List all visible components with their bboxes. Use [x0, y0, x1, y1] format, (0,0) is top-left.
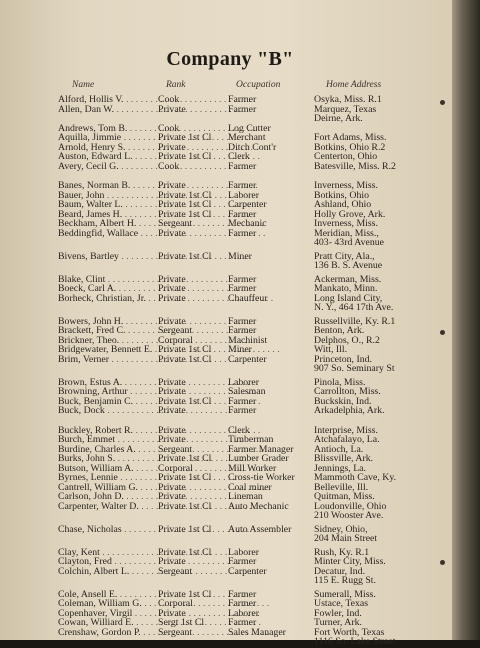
soldier-rank: Private 1st Cl: [158, 250, 212, 262]
soldier-occupation: Merchant: [228, 132, 266, 143]
soldier-name: Avery, Cecil G. . . .: [58, 161, 158, 172]
soldier-occupation: Log Cutter: [228, 122, 271, 134]
soldier-rank: Private 1st Cl: [158, 353, 212, 365]
soldier-occupation: Carpenter: [228, 565, 267, 577]
roster-row: [0, 161, 460, 173]
soldier-address: Interprise, Miss.: [314, 424, 378, 436]
soldier-name: Carpenter, Walter D. . . .: [58, 501, 158, 512]
soldier-name: Coleman, William G. . . .: [58, 598, 158, 609]
soldier-rank: Private: [158, 386, 186, 397]
soldier-rank: Private: [158, 283, 186, 294]
soldier-rank: Private: [158, 556, 186, 567]
soldier-name: Clay, Kent . . .: [58, 547, 158, 558]
soldier-rank: Private: [158, 607, 186, 619]
soldier-occupation: Ditch Cont'r: [228, 141, 277, 153]
soldier-occupation: Laborer: [228, 189, 260, 201]
soldier-occupation: Mill Worker: [228, 462, 277, 474]
soldier-occupation: Carpenter: [228, 199, 267, 210]
soldier-address: 907 So. Seminary St: [314, 363, 395, 374]
soldier-rank: Cook: [158, 122, 180, 134]
soldier-address: Loudonville, Ohio: [314, 500, 387, 512]
roster-row: [0, 363, 460, 375]
soldier-address: Ashland, Ohio: [314, 199, 372, 210]
soldier-address: Blissville, Ark.: [314, 453, 374, 464]
soldier-name: Chase, Nicholas . . .: [58, 524, 158, 535]
soldier-address: Long Island City,: [314, 292, 383, 304]
soldier-address: Antioch, La.: [314, 443, 364, 455]
soldier-name: Beard, James H. . . .: [58, 209, 158, 220]
soldier-address: Belleville, Ill.: [314, 481, 369, 493]
soldier-address: Rush, Ky. R.1: [314, 546, 370, 558]
soldier-name: Butson, William A. . . .: [58, 463, 158, 474]
header-name: Name: [72, 80, 95, 90]
soldier-name: Beddingfid, Wallace . . .: [58, 228, 158, 239]
soldier-occupation: Carpenter: [228, 353, 267, 365]
soldier-rank: Private 1st Cl: [158, 472, 212, 483]
soldier-rank: Private 1st Cl: [158, 199, 212, 210]
soldier-name: Carlson, John D. . . .: [58, 491, 158, 502]
soldier-address: Botkins, Ohio: [314, 189, 369, 201]
soldier-name: Cowan, Williard E. . . .: [58, 617, 158, 628]
soldier-occupation: Farmer: [228, 617, 257, 628]
soldier-rank: Sergt 1st Cl: [158, 617, 205, 628]
soldier-name: Beckham, Albert H. . . .: [58, 218, 158, 229]
soldier-name: Clayton, Fred . . .: [58, 556, 158, 567]
header-occupation: Occupation: [236, 80, 281, 90]
soldier-address: 115 E. Rugg St.: [314, 575, 376, 586]
soldier-rank: Private: [158, 376, 186, 388]
soldier-address: N. Y., 464 17th Ave.: [314, 302, 394, 313]
soldier-occupation: Cross-tie Worker: [228, 472, 295, 483]
roster-row: [0, 260, 460, 272]
soldier-occupation: Farmer: [228, 405, 257, 416]
soldier-occupation: Lumber Grader: [228, 453, 289, 464]
soldier-rank: Private 1st Cl: [158, 588, 212, 600]
roster-row: [0, 237, 460, 249]
soldier-occupation: Laborer: [228, 607, 260, 619]
soldier-address: Inverness, Miss.: [314, 218, 378, 229]
soldier-rank: Sergeant: [158, 218, 193, 229]
soldier-occupation: Farmer: [228, 103, 257, 115]
soldier-address: Batesville, Miss. R.2: [314, 160, 396, 172]
soldier-name: Blake, Clint . . .: [58, 274, 158, 285]
soldier-occupation: Miner: [228, 250, 252, 262]
soldier-rank: Sergeant: [158, 626, 193, 638]
soldier-occupation: Mechanic: [228, 218, 267, 229]
soldier-address: Meridian, Miss.,: [314, 227, 379, 239]
soldier-occupation: Farmer: [228, 160, 257, 172]
soldier-name: Banes, Norman B. . . .: [58, 180, 158, 191]
soldier-address: Holly Grove, Ark.: [314, 208, 386, 220]
soldier-name: Buck, Dock . . .: [58, 405, 158, 416]
soldier-occupation: Farmer: [228, 556, 257, 567]
soldier-occupation: Farmer: [228, 598, 257, 609]
soldier-rank: Private: [158, 292, 186, 304]
soldier-address: Benton, Ark.: [314, 325, 365, 336]
soldier-address: Russellville, Ky. R.1: [314, 315, 396, 327]
soldier-name: Auston, Edward L. . . .: [58, 151, 158, 162]
soldier-address: Ackerman, Miss.: [314, 273, 382, 285]
soldier-name: Aquilla, Jimmie . . .: [58, 132, 158, 143]
soldier-occupation: Lineman: [228, 491, 263, 502]
soldier-address: 403- 43rd Avenue: [314, 237, 385, 248]
soldier-occupation: Farmer: [228, 227, 257, 239]
soldier-rank: Private: [158, 103, 186, 115]
soldier-name: Browning, Arthur . . .: [58, 386, 158, 397]
soldier-rank: Private: [158, 434, 186, 445]
soldier-rank: Private 1st Cl: [158, 500, 212, 512]
soldier-rank: Sergeant: [158, 565, 193, 577]
soldier-rank: Private 1st Cl: [158, 208, 212, 220]
soldier-name: Arnold, Henry S. . . .: [58, 142, 158, 153]
soldier-rank: Private 1st Cl: [158, 523, 212, 535]
soldier-address: Ustace, Texas: [314, 598, 369, 609]
soldier-address: Deirne, Ark.: [314, 113, 363, 124]
soldier-address: Witt, Ill.: [314, 344, 348, 355]
soldier-address: Arkadelphia, Ark.: [314, 405, 385, 416]
soldier-address: Minter City, Miss.: [314, 556, 386, 567]
header-rank: Rank: [166, 80, 186, 90]
soldier-occupation: Auto Assembler: [228, 523, 292, 535]
soldier-name: Burks, John S. . . .: [58, 453, 158, 464]
soldier-rank: Private 1st Cl: [158, 189, 212, 201]
soldier-name: Byrnes, Lennie . . .: [58, 472, 158, 483]
soldier-rank: Corporal: [158, 462, 193, 474]
soldier-occupation: Laborer: [228, 376, 260, 388]
soldier-rank: Private: [158, 424, 186, 436]
soldier-address: Pratt City, Ala.,: [314, 250, 375, 262]
soldier-occupation: Salesman: [228, 386, 266, 397]
soldier-name: Bauer, John . . .: [58, 190, 158, 201]
soldier-address: Fort Worth, Texas: [314, 626, 385, 638]
soldier-occupation: Farmer Manager: [228, 443, 294, 455]
soldier-occupation: Farmer: [228, 395, 257, 407]
soldier-name: Brim, Verner . . .: [58, 354, 158, 365]
soldier-name: Copenhaver, Virgil . . .: [58, 608, 158, 619]
soldier-name: Burdine, Charles A. . . .: [58, 444, 158, 455]
soldier-occupation: Miner: [228, 344, 252, 355]
soldier-address: Jennings, La.: [314, 462, 366, 474]
soldier-rank: Private: [158, 315, 186, 327]
soldier-occupation: Farmer: [228, 180, 257, 191]
soldier-rank: Cook: [158, 94, 180, 105]
soldier-address: Mammoth Cave, Ky.: [314, 472, 397, 483]
soldier-rank: Private: [158, 491, 186, 502]
soldier-rank: Private 1st Cl: [158, 151, 212, 162]
soldier-occupation: Farmer: [228, 283, 257, 294]
soldier-address: Fort Adams, Miss.: [314, 132, 387, 143]
soldier-address: 136 B. S. Avenue: [314, 260, 383, 271]
soldier-address: Inverness, Miss.: [314, 180, 378, 191]
soldier-rank: Private: [158, 180, 186, 191]
soldier-occupation: Farmer: [228, 588, 257, 600]
roster-row: [0, 575, 460, 587]
soldier-address: Delphos, O., R.2: [314, 334, 380, 346]
soldier-occupation: Chauffeur: [228, 292, 268, 304]
soldier-name: Bridgewater, Bennett E. . . .: [58, 344, 158, 355]
soldier-rank: Private: [158, 481, 186, 493]
soldier-address: Quitman, Miss.: [314, 491, 375, 502]
roster-row: [0, 636, 460, 648]
soldier-name: Allen, Dan W. . . .: [58, 104, 158, 115]
soldier-address: Princeton, Ind.: [314, 353, 372, 365]
soldier-address: Atchafalayo, La.: [314, 434, 380, 445]
soldier-occupation: Farmer: [228, 273, 257, 285]
soldier-address: Centerton, Ohio: [314, 151, 378, 162]
soldier-address: Sidney, Ohio,: [314, 523, 368, 535]
soldier-name: Crenshaw, Gordon P. . . .: [58, 627, 158, 638]
soldier-rank: Private: [158, 273, 186, 285]
soldier-rank: Private 1st Cl: [158, 395, 212, 407]
soldier-address: Decatur, Ind.: [314, 565, 366, 577]
soldier-occupation: Clerk: [228, 151, 250, 162]
soldier-name: Brown, Estus A. . . .: [58, 377, 158, 388]
soldier-name: Brickner, Theo. . . .: [58, 335, 158, 346]
soldier-name: Buck, Benjamin C. . . .: [58, 396, 158, 407]
soldier-rank: Private 1st Cl: [158, 546, 212, 558]
soldier-name: Burch, Emmet . . .: [58, 434, 158, 445]
soldier-address: Mankato, Minn.: [314, 283, 378, 294]
soldier-occupation: Sales Manager: [228, 626, 286, 638]
soldier-name: Boeck, Carl A. . . .: [58, 283, 158, 294]
soldier-occupation: Farmer: [228, 94, 257, 105]
roster-row: [0, 302, 460, 314]
soldier-name: Cantrell, William G. . . .: [58, 482, 158, 493]
soldier-name: Andrews, Tom B. . . .: [58, 123, 158, 134]
soldier-occupation: Farmer: [228, 325, 257, 336]
soldier-rank: Cook: [158, 160, 180, 172]
soldier-occupation: Farmer: [228, 315, 257, 327]
soldier-name: Colchin, Albert L. . . .: [58, 566, 158, 577]
soldier-address: Pinola, Miss.: [314, 376, 366, 388]
book-binding: [452, 0, 480, 640]
soldier-occupation: Clerk: [228, 424, 250, 436]
soldier-rank: Sergeant: [158, 443, 193, 455]
soldier-name: Bowers, John H. . . .: [58, 316, 158, 327]
soldier-address: Turner, Ark.: [314, 617, 362, 628]
page-title: Company "B": [166, 48, 294, 70]
roster-row: [0, 533, 460, 545]
soldier-occupation: Auto Mechanic: [228, 500, 289, 512]
soldier-rank: Private 1st Cl: [158, 344, 212, 355]
soldier-rank: Private: [158, 405, 186, 416]
soldier-address: Marquez, Texas: [314, 103, 377, 115]
soldier-rank: Private: [158, 141, 186, 153]
soldier-rank: Sergeant: [158, 325, 193, 336]
soldier-address: Osyka, Miss. R.1: [314, 94, 382, 105]
soldier-occupation: Laborer: [228, 546, 260, 558]
soldier-address: Fowler, Ind.: [314, 607, 362, 619]
soldier-address: Carrollton, Miss.: [314, 386, 381, 397]
soldier-name: Bivens, Bartley . . .: [58, 251, 158, 262]
soldier-address: 204 Main Street: [314, 533, 378, 544]
soldier-name: Brackett, Fred C. . . .: [58, 325, 158, 336]
soldier-address: Sumerall, Miss.: [314, 588, 376, 600]
soldier-rank: Private: [158, 227, 186, 239]
roster-row: [0, 510, 460, 522]
roster-row: [0, 405, 460, 417]
soldier-address: Botkins, Ohio R.2: [314, 141, 386, 153]
soldier-name: Baum, Walter L. . . .: [58, 199, 158, 210]
soldier-occupation: Farmer: [228, 208, 257, 220]
soldier-name: Borheck, Christian, Jr. . . .: [58, 293, 158, 304]
soldier-rank: Private 1st Cl: [158, 132, 212, 143]
soldier-address: Buckskin, Ind.: [314, 395, 372, 407]
soldier-occupation: Timberman: [228, 434, 274, 445]
soldier-rank: Private 1st Cl: [158, 453, 212, 464]
soldier-address: 210 Wooster Ave.: [314, 510, 384, 521]
soldier-name: Cole, Ansell E. . . .: [58, 589, 158, 600]
soldier-rank: Corporal: [158, 598, 193, 609]
soldier-occupation: Machinist: [228, 334, 268, 346]
header-address: Home Address: [326, 80, 382, 90]
soldier-name: Alford, Hollis V. . . .: [58, 94, 158, 105]
soldier-occupation: Coal miner: [228, 481, 272, 493]
soldier-name: Buckley, Robert R. . . .: [58, 425, 158, 436]
soldier-address: 1116 So. Lake Street: [314, 636, 396, 647]
soldier-rank: Corporal: [158, 334, 193, 346]
